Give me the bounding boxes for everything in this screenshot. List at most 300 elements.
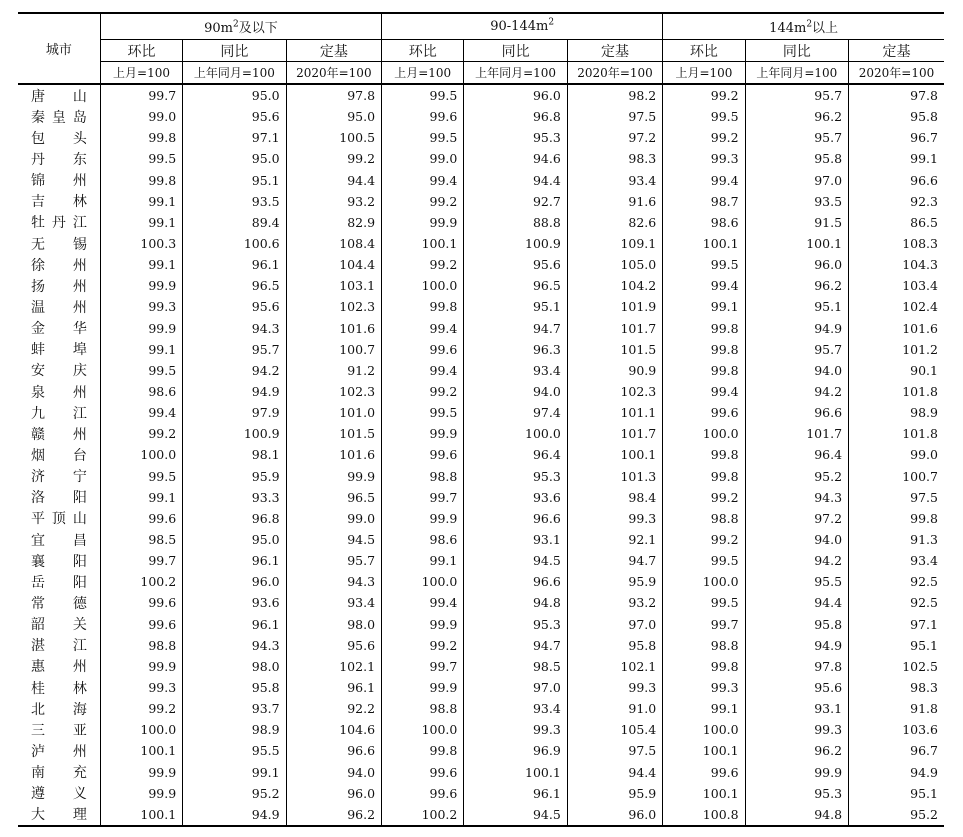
index-value: 93.2 [567, 592, 662, 613]
index-value: 97.1 [849, 614, 944, 635]
table-row [18, 191, 944, 212]
city-name: 无锡 [31, 236, 87, 253]
index-value: 94.3 [745, 487, 848, 508]
index-value: 92.5 [849, 571, 944, 592]
index-value: 96.6 [745, 402, 848, 423]
index-value: 94.5 [286, 529, 381, 550]
index-value: 93.5 [745, 191, 848, 212]
index-value: 96.6 [849, 170, 944, 191]
index-value: 99.3 [567, 508, 662, 529]
index-value: 96.0 [567, 804, 662, 826]
index-value: 82.9 [286, 212, 381, 233]
index-value: 93.3 [183, 487, 286, 508]
index-value: 100.0 [100, 444, 182, 465]
table-row [18, 339, 944, 360]
index-value: 105.0 [567, 254, 662, 275]
index-value: 99.7 [663, 614, 745, 635]
city-name: 平顶山 [31, 511, 87, 528]
index-value: 101.6 [286, 444, 381, 465]
index-value: 99.7 [100, 550, 182, 571]
index-value: 99.2 [382, 381, 464, 402]
index-value: 91.3 [849, 529, 944, 550]
index-value: 99.3 [567, 677, 662, 698]
index-value: 97.5 [567, 106, 662, 127]
index-value: 100.1 [100, 804, 182, 826]
index-value: 99.6 [100, 592, 182, 613]
index-value: 96.8 [464, 106, 567, 127]
index-value: 93.6 [183, 592, 286, 613]
index-value: 94.0 [286, 762, 381, 783]
index-value: 99.1 [100, 487, 182, 508]
index-value: 99.2 [663, 127, 745, 148]
metric-header-yoy: 同比 [745, 40, 848, 62]
index-value: 94.7 [464, 635, 567, 656]
index-value: 94.2 [745, 381, 848, 402]
city-name: 赣州 [31, 426, 87, 443]
index-value: 98.8 [382, 698, 464, 719]
index-value: 99.0 [286, 508, 381, 529]
index-value: 99.8 [663, 444, 745, 465]
index-value: 99.2 [382, 191, 464, 212]
group-header-large: $144m^2$以上 [663, 13, 944, 40]
index-value: 100.9 [183, 423, 286, 444]
city-name: 惠州 [31, 659, 87, 676]
index-value: 97.2 [745, 508, 848, 529]
table-row [18, 381, 944, 402]
index-value: 99.6 [382, 762, 464, 783]
city-name: 韶关 [31, 617, 87, 634]
index-value: 99.9 [100, 656, 182, 677]
index-value: 95.8 [745, 148, 848, 169]
index-value: 100.5 [286, 127, 381, 148]
city-name: 安庆 [31, 363, 87, 380]
index-value: 95.3 [464, 466, 567, 487]
index-value: 95.6 [745, 677, 848, 698]
index-value: 104.4 [286, 254, 381, 275]
index-value: 101.7 [567, 423, 662, 444]
table-row [18, 719, 944, 740]
index-value: 98.8 [663, 635, 745, 656]
index-value: 99.2 [663, 84, 745, 106]
index-value: 96.0 [183, 571, 286, 592]
table-body [18, 84, 944, 826]
city-name: 北海 [31, 701, 87, 718]
index-value: 99.2 [100, 423, 182, 444]
table-header [18, 13, 944, 84]
index-value: 99.6 [382, 444, 464, 465]
index-value: 100.1 [382, 233, 464, 254]
city-name: 洛阳 [31, 490, 87, 507]
index-value: 94.4 [286, 170, 381, 191]
index-value: 101.0 [286, 402, 381, 423]
index-value: 94.9 [183, 804, 286, 826]
city-name: 济宁 [31, 469, 87, 486]
index-value: 93.1 [464, 529, 567, 550]
city-name: 金华 [31, 321, 87, 338]
index-value: 96.0 [745, 254, 848, 275]
index-value: 96.3 [464, 339, 567, 360]
index-value: 94.9 [183, 381, 286, 402]
index-value: 98.7 [663, 191, 745, 212]
city-name: 丹东 [31, 151, 87, 168]
index-value: 99.1 [100, 254, 182, 275]
city-name: 蚌埠 [31, 342, 87, 359]
index-value: 99.4 [382, 592, 464, 613]
index-value: 98.8 [100, 635, 182, 656]
index-value: 91.2 [286, 360, 381, 381]
index-value: 91.6 [567, 191, 662, 212]
index-value: 93.5 [183, 191, 286, 212]
index-value: 95.6 [286, 635, 381, 656]
index-value: 96.7 [849, 740, 944, 761]
header-row-groups [18, 13, 944, 40]
index-value: 97.2 [567, 127, 662, 148]
index-value: 96.7 [849, 127, 944, 148]
index-value: 96.2 [745, 740, 848, 761]
index-value: 94.3 [286, 571, 381, 592]
index-value: 91.5 [745, 212, 848, 233]
metric-header-yoy: 同比 [183, 40, 286, 62]
index-value: 100.1 [464, 762, 567, 783]
index-value: 101.5 [567, 339, 662, 360]
index-value: 105.4 [567, 719, 662, 740]
index-value: 99.9 [100, 318, 182, 339]
index-value: 99.5 [382, 127, 464, 148]
index-value: 90.1 [849, 360, 944, 381]
table-row [18, 360, 944, 381]
base-header-mom: 上月=100 [382, 62, 464, 85]
city-name: 包头 [31, 130, 87, 147]
index-value: 99.9 [382, 423, 464, 444]
index-value: 99.6 [663, 762, 745, 783]
index-value: 95.1 [183, 170, 286, 191]
metric-header-mom: 环比 [100, 40, 182, 62]
index-value: 97.0 [464, 677, 567, 698]
index-value: 95.3 [745, 783, 848, 804]
index-value: 99.6 [100, 614, 182, 635]
index-value: 99.9 [286, 466, 381, 487]
index-value: 94.5 [464, 804, 567, 826]
table-row [18, 275, 944, 296]
header-row-bases [18, 62, 944, 85]
index-value: 100.1 [567, 444, 662, 465]
index-value: 96.1 [183, 254, 286, 275]
index-value: 98.6 [100, 381, 182, 402]
index-value: 99.7 [382, 656, 464, 677]
index-value: 99.0 [849, 444, 944, 465]
table-row [18, 740, 944, 761]
index-value: 99.1 [100, 191, 182, 212]
table-row [18, 296, 944, 317]
index-value: 95.9 [567, 783, 662, 804]
index-value: 94.9 [849, 762, 944, 783]
metric-header-base: 定基 [567, 40, 662, 62]
index-value: 94.0 [745, 360, 848, 381]
index-value: 94.7 [464, 318, 567, 339]
table-row [18, 233, 944, 254]
index-value: 95.5 [183, 740, 286, 761]
index-value: 95.6 [183, 296, 286, 317]
index-value: 92.2 [286, 698, 381, 719]
city-name: 湛江 [31, 638, 87, 655]
index-value: 96.2 [286, 804, 381, 826]
index-value: 95.3 [464, 127, 567, 148]
table-row [18, 762, 944, 783]
index-value: 100.0 [382, 571, 464, 592]
index-value: 99.8 [663, 339, 745, 360]
index-value: 96.6 [464, 508, 567, 529]
index-value: 96.4 [745, 444, 848, 465]
index-value: 100.9 [464, 233, 567, 254]
index-value: 99.9 [382, 614, 464, 635]
index-value: 96.6 [464, 571, 567, 592]
city-name: 泸州 [31, 743, 87, 760]
table-row [18, 170, 944, 191]
index-value: 99.3 [663, 677, 745, 698]
index-value: 99.8 [663, 360, 745, 381]
index-value: 88.8 [464, 212, 567, 233]
index-value: 99.1 [663, 698, 745, 719]
index-value: 99.9 [382, 677, 464, 698]
index-value: 104.3 [849, 254, 944, 275]
base-header-mom: 上月=100 [100, 62, 182, 85]
index-value: 99.1 [382, 550, 464, 571]
table-row [18, 466, 944, 487]
index-value: 94.0 [464, 381, 567, 402]
index-value: 99.6 [382, 106, 464, 127]
index-value: 99.9 [382, 508, 464, 529]
index-value: 98.9 [183, 719, 286, 740]
index-value: 99.2 [382, 254, 464, 275]
index-value: 94.2 [745, 550, 848, 571]
index-value: 95.9 [567, 571, 662, 592]
index-value: 92.1 [567, 529, 662, 550]
metric-header-yoy: 同比 [464, 40, 567, 62]
index-value: 96.1 [286, 677, 381, 698]
base-header-yoy: 上年同月=100 [464, 62, 567, 85]
index-value: 99.1 [849, 148, 944, 169]
index-value: 92.7 [464, 191, 567, 212]
index-value: 82.6 [567, 212, 662, 233]
city-name: 岳阳 [31, 574, 87, 591]
index-value: 100.1 [663, 783, 745, 804]
index-value: 96.9 [464, 740, 567, 761]
index-value: 100.2 [100, 571, 182, 592]
index-value: 99.2 [663, 487, 745, 508]
index-value: 100.6 [183, 233, 286, 254]
table-row [18, 212, 944, 233]
header-row-metrics [18, 40, 944, 62]
index-value: 99.3 [745, 719, 848, 740]
index-value: 101.6 [286, 318, 381, 339]
index-value: 102.1 [286, 656, 381, 677]
index-value: 100.0 [464, 423, 567, 444]
index-value: 100.1 [663, 233, 745, 254]
index-value: 99.5 [663, 550, 745, 571]
index-value: 99.8 [382, 296, 464, 317]
index-value: 97.0 [745, 170, 848, 191]
index-value: 100.3 [100, 233, 182, 254]
index-value: 93.4 [567, 170, 662, 191]
index-value: 98.8 [382, 466, 464, 487]
index-value: 95.2 [745, 466, 848, 487]
index-value: 99.9 [100, 783, 182, 804]
index-value: 95.8 [567, 635, 662, 656]
index-value: 98.0 [183, 656, 286, 677]
index-value: 99.4 [100, 402, 182, 423]
table-row [18, 254, 944, 275]
index-value: 94.0 [745, 529, 848, 550]
index-value: 94.3 [183, 635, 286, 656]
index-value: 99.6 [382, 339, 464, 360]
index-value: 104.2 [567, 275, 662, 296]
index-value: 98.4 [567, 487, 662, 508]
city-name: 遵义 [31, 786, 87, 803]
index-value: 99.9 [745, 762, 848, 783]
index-value: 101.1 [567, 402, 662, 423]
index-value: 95.5 [745, 571, 848, 592]
metric-header-base: 定基 [849, 40, 944, 62]
index-value: 99.8 [663, 466, 745, 487]
index-value: 95.1 [849, 635, 944, 656]
index-value: 100.2 [382, 804, 464, 826]
index-value: 99.5 [663, 254, 745, 275]
index-value: 102.4 [849, 296, 944, 317]
index-value: 94.8 [745, 804, 848, 826]
index-value: 100.0 [382, 275, 464, 296]
index-value: 102.1 [567, 656, 662, 677]
index-value: 99.5 [100, 148, 182, 169]
index-value: 96.0 [286, 783, 381, 804]
index-value: 101.6 [849, 318, 944, 339]
group-header-medium: $90-144m^2$ [382, 13, 663, 40]
base-header-base: 2020年=100 [286, 62, 381, 85]
index-value: 95.7 [286, 550, 381, 571]
index-value: 102.5 [849, 656, 944, 677]
index-value: 101.8 [849, 423, 944, 444]
city-name: 泉州 [31, 384, 87, 401]
index-value: 96.1 [183, 614, 286, 635]
index-value: 108.4 [286, 233, 381, 254]
index-value: 96.4 [464, 444, 567, 465]
index-value: 99.8 [663, 318, 745, 339]
city-name: 徐州 [31, 257, 87, 274]
price-index-table [18, 12, 944, 827]
index-value: 99.4 [663, 275, 745, 296]
index-value: 94.9 [745, 635, 848, 656]
index-value: 101.2 [849, 339, 944, 360]
index-value: 98.3 [849, 677, 944, 698]
index-value: 94.5 [464, 550, 567, 571]
index-value: 103.6 [849, 719, 944, 740]
index-value: 99.1 [663, 296, 745, 317]
index-value: 99.5 [382, 402, 464, 423]
index-value: 95.7 [745, 127, 848, 148]
table-row [18, 656, 944, 677]
index-value: 101.9 [567, 296, 662, 317]
index-value: 99.5 [663, 106, 745, 127]
index-value: 101.7 [745, 423, 848, 444]
table-row [18, 148, 944, 169]
index-value: 97.0 [567, 614, 662, 635]
index-value: 99.9 [382, 212, 464, 233]
city-column-header: 城市 [18, 13, 100, 84]
index-value: 96.0 [464, 84, 567, 106]
index-value: 99.9 [100, 762, 182, 783]
index-value: 99.9 [100, 275, 182, 296]
index-value: 97.8 [849, 84, 944, 106]
table-row [18, 106, 944, 127]
table-row [18, 318, 944, 339]
index-value: 98.3 [567, 148, 662, 169]
index-value: 94.4 [464, 170, 567, 191]
index-value: 95.8 [849, 106, 944, 127]
index-value: 99.6 [382, 783, 464, 804]
index-value: 99.3 [100, 296, 182, 317]
index-value: 98.5 [100, 529, 182, 550]
index-value: 96.5 [286, 487, 381, 508]
index-value: 95.0 [183, 148, 286, 169]
index-value: 99.4 [663, 170, 745, 191]
index-value: 95.0 [183, 84, 286, 106]
city-name: 大理 [18, 804, 100, 826]
table-row [18, 804, 944, 826]
city-name: 桂林 [31, 680, 87, 697]
index-value: 93.4 [286, 592, 381, 613]
index-value: 95.0 [183, 529, 286, 550]
city-name: 常德 [31, 595, 87, 612]
base-header-base: 2020年=100 [567, 62, 662, 85]
index-value: 96.2 [745, 106, 848, 127]
index-value: 93.2 [286, 191, 381, 212]
index-value: 95.7 [745, 339, 848, 360]
index-value: 99.8 [849, 508, 944, 529]
index-value: 99.6 [663, 402, 745, 423]
index-value: 96.1 [183, 550, 286, 571]
index-value: 91.8 [849, 698, 944, 719]
index-value: 93.6 [464, 487, 567, 508]
index-value: 99.8 [382, 740, 464, 761]
index-value: 86.5 [849, 212, 944, 233]
index-value: 98.6 [382, 529, 464, 550]
index-value: 92.5 [849, 592, 944, 613]
index-value: 90.9 [567, 360, 662, 381]
index-value: 102.3 [286, 381, 381, 402]
index-value: 102.3 [286, 296, 381, 317]
table-row [18, 84, 944, 106]
index-value: 103.4 [849, 275, 944, 296]
base-header-base: 2020年=100 [849, 62, 944, 85]
index-value: 104.6 [286, 719, 381, 740]
index-value: 99.5 [382, 84, 464, 106]
index-value: 95.7 [745, 84, 848, 106]
city-name: 吉林 [31, 194, 87, 211]
city-name: 三亚 [31, 722, 87, 739]
index-value: 99.7 [100, 84, 182, 106]
index-value: 95.3 [464, 614, 567, 635]
table-row [18, 698, 944, 719]
index-value: 95.2 [849, 804, 944, 826]
index-value: 98.2 [567, 84, 662, 106]
index-value: 98.5 [464, 656, 567, 677]
index-value: 95.1 [849, 783, 944, 804]
index-value: 97.4 [464, 402, 567, 423]
index-value: 98.9 [849, 402, 944, 423]
table-row [18, 402, 944, 423]
city-name: 唐山 [31, 88, 87, 105]
metric-header-mom: 环比 [382, 40, 464, 62]
index-value: 96.8 [183, 508, 286, 529]
